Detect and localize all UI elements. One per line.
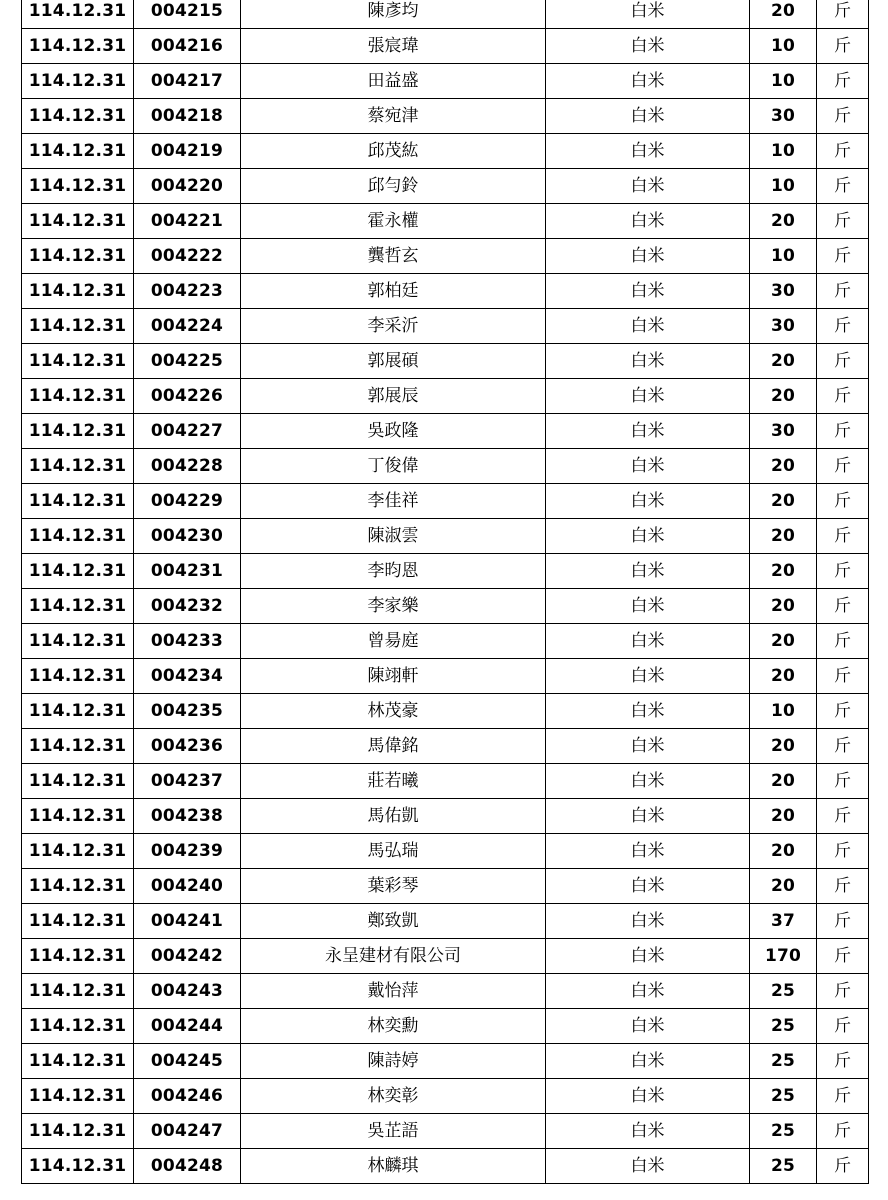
- quantity-cell: 170: [750, 939, 817, 974]
- table-row: [22, 274, 869, 309]
- unit-cell: 斤: [817, 0, 869, 29]
- table-row: [22, 869, 869, 904]
- donation-ledger-page: [21, 0, 868, 1184]
- date-cell: 114.12.31: [22, 309, 134, 344]
- date-cell: 114.12.31: [22, 519, 134, 554]
- item-cell: 白米: [546, 834, 750, 869]
- table-row: [22, 484, 869, 519]
- table-row: [22, 64, 869, 99]
- quantity-cell: 30: [750, 414, 817, 449]
- table-row: [22, 414, 869, 449]
- receipt-number-cell: 004233: [134, 624, 241, 659]
- donor-name-cell: 邱勻鈴: [241, 169, 546, 204]
- unit-cell: 斤: [817, 274, 869, 309]
- unit-cell: 斤: [817, 939, 869, 974]
- receipt-number-cell: 004226: [134, 379, 241, 414]
- receipt-number-cell: 004216: [134, 29, 241, 64]
- receipt-number-cell: 004237: [134, 764, 241, 799]
- donor-name-cell: 郭展碩: [241, 344, 546, 379]
- table-row: [22, 904, 869, 939]
- unit-cell: 斤: [817, 624, 869, 659]
- date-cell: 114.12.31: [22, 344, 134, 379]
- date-cell: 114.12.31: [22, 904, 134, 939]
- unit-cell: 斤: [817, 834, 869, 869]
- date-cell: 114.12.31: [22, 939, 134, 974]
- donor-name-cell: 莊若曦: [241, 764, 546, 799]
- date-cell: 114.12.31: [22, 1149, 134, 1184]
- unit-cell: 斤: [817, 29, 869, 64]
- quantity-cell: 25: [750, 1009, 817, 1044]
- date-cell: 114.12.31: [22, 554, 134, 589]
- receipt-number-cell: 004231: [134, 554, 241, 589]
- donor-name-cell: 李家樂: [241, 589, 546, 624]
- donor-name-cell: 蔡宛津: [241, 99, 546, 134]
- donor-name-cell: 邱茂紘: [241, 134, 546, 169]
- unit-cell: 斤: [817, 694, 869, 729]
- date-cell: 114.12.31: [22, 64, 134, 99]
- donor-name-cell: 李采沂: [241, 309, 546, 344]
- date-cell: 114.12.31: [22, 764, 134, 799]
- item-cell: 白米: [546, 204, 750, 239]
- table-row: [22, 134, 869, 169]
- receipt-number-cell: 004244: [134, 1009, 241, 1044]
- item-cell: 白米: [546, 239, 750, 274]
- item-cell: 白米: [546, 309, 750, 344]
- quantity-cell: 30: [750, 309, 817, 344]
- receipt-number-cell: 004240: [134, 869, 241, 904]
- quantity-cell: 20: [750, 484, 817, 519]
- table-row: [22, 449, 869, 484]
- table-row: [22, 589, 869, 624]
- receipt-number-cell: 004219: [134, 134, 241, 169]
- item-cell: 白米: [546, 449, 750, 484]
- item-cell: 白米: [546, 764, 750, 799]
- unit-cell: 斤: [817, 764, 869, 799]
- receipt-number-cell: 004217: [134, 64, 241, 99]
- date-cell: 114.12.31: [22, 99, 134, 134]
- unit-cell: 斤: [817, 1114, 869, 1149]
- item-cell: 白米: [546, 799, 750, 834]
- table-row: [22, 29, 869, 64]
- unit-cell: 斤: [817, 519, 869, 554]
- receipt-number-cell: 004230: [134, 519, 241, 554]
- date-cell: 114.12.31: [22, 1079, 134, 1114]
- date-cell: 114.12.31: [22, 589, 134, 624]
- quantity-cell: 25: [750, 1149, 817, 1184]
- date-cell: 114.12.31: [22, 799, 134, 834]
- table-row: [22, 379, 869, 414]
- receipt-number-cell: 004221: [134, 204, 241, 239]
- quantity-cell: 10: [750, 694, 817, 729]
- receipt-number-cell: 004215: [134, 0, 241, 29]
- receipt-number-cell: 004246: [134, 1079, 241, 1114]
- date-cell: 114.12.31: [22, 659, 134, 694]
- receipt-number-cell: 004238: [134, 799, 241, 834]
- unit-cell: 斤: [817, 414, 869, 449]
- unit-cell: 斤: [817, 799, 869, 834]
- unit-cell: 斤: [817, 344, 869, 379]
- donor-name-cell: 陳翊軒: [241, 659, 546, 694]
- item-cell: 白米: [546, 99, 750, 134]
- donation-ledger-table: [21, 0, 869, 1184]
- unit-cell: 斤: [817, 134, 869, 169]
- item-cell: 白米: [546, 274, 750, 309]
- item-cell: 白米: [546, 379, 750, 414]
- date-cell: 114.12.31: [22, 414, 134, 449]
- quantity-cell: 20: [750, 344, 817, 379]
- table-row: [22, 204, 869, 239]
- table-row: [22, 799, 869, 834]
- quantity-cell: 25: [750, 974, 817, 1009]
- receipt-number-cell: 004228: [134, 449, 241, 484]
- receipt-number-cell: 004223: [134, 274, 241, 309]
- quantity-cell: 30: [750, 99, 817, 134]
- receipt-number-cell: 004232: [134, 589, 241, 624]
- date-cell: 114.12.31: [22, 624, 134, 659]
- table-row: [22, 239, 869, 274]
- table-row: [22, 659, 869, 694]
- quantity-cell: 20: [750, 449, 817, 484]
- unit-cell: 斤: [817, 974, 869, 1009]
- ledger-body: [22, 0, 869, 1184]
- receipt-number-cell: 004224: [134, 309, 241, 344]
- receipt-number-cell: 004245: [134, 1044, 241, 1079]
- quantity-cell: 20: [750, 869, 817, 904]
- unit-cell: 斤: [817, 1009, 869, 1044]
- item-cell: 白米: [546, 659, 750, 694]
- item-cell: 白米: [546, 694, 750, 729]
- donor-name-cell: 吳政隆: [241, 414, 546, 449]
- unit-cell: 斤: [817, 99, 869, 134]
- date-cell: 114.12.31: [22, 379, 134, 414]
- date-cell: 114.12.31: [22, 0, 134, 29]
- table-row: [22, 834, 869, 869]
- table-row: [22, 974, 869, 1009]
- date-cell: 114.12.31: [22, 1009, 134, 1044]
- item-cell: 白米: [546, 169, 750, 204]
- donor-name-cell: 李昀恩: [241, 554, 546, 589]
- unit-cell: 斤: [817, 729, 869, 764]
- unit-cell: 斤: [817, 904, 869, 939]
- date-cell: 114.12.31: [22, 1114, 134, 1149]
- donor-name-cell: 田益盛: [241, 64, 546, 99]
- donor-name-cell: 馬偉銘: [241, 729, 546, 764]
- donor-name-cell: 鄭致凱: [241, 904, 546, 939]
- unit-cell: 斤: [817, 589, 869, 624]
- item-cell: 白米: [546, 1114, 750, 1149]
- receipt-number-cell: 004239: [134, 834, 241, 869]
- donor-name-cell: 戴怡萍: [241, 974, 546, 1009]
- table-row: [22, 1009, 869, 1044]
- quantity-cell: 20: [750, 0, 817, 29]
- item-cell: 白米: [546, 939, 750, 974]
- date-cell: 114.12.31: [22, 204, 134, 239]
- quantity-cell: 20: [750, 519, 817, 554]
- donor-name-cell: 郭展辰: [241, 379, 546, 414]
- donor-name-cell: 陳淑雲: [241, 519, 546, 554]
- item-cell: 白米: [546, 344, 750, 379]
- item-cell: 白米: [546, 519, 750, 554]
- quantity-cell: 20: [750, 729, 817, 764]
- table-row: [22, 344, 869, 379]
- unit-cell: 斤: [817, 1079, 869, 1114]
- table-row: [22, 729, 869, 764]
- date-cell: 114.12.31: [22, 274, 134, 309]
- date-cell: 114.12.31: [22, 1044, 134, 1079]
- item-cell: 白米: [546, 554, 750, 589]
- unit-cell: 斤: [817, 659, 869, 694]
- quantity-cell: 25: [750, 1079, 817, 1114]
- table-row: [22, 519, 869, 554]
- item-cell: 白米: [546, 904, 750, 939]
- table-row: [22, 939, 869, 974]
- unit-cell: 斤: [817, 554, 869, 589]
- receipt-number-cell: 004242: [134, 939, 241, 974]
- quantity-cell: 10: [750, 64, 817, 99]
- quantity-cell: 20: [750, 834, 817, 869]
- unit-cell: 斤: [817, 484, 869, 519]
- receipt-number-cell: 004225: [134, 344, 241, 379]
- table-row: [22, 554, 869, 589]
- receipt-number-cell: 004236: [134, 729, 241, 764]
- unit-cell: 斤: [817, 869, 869, 904]
- table-row: [22, 1114, 869, 1149]
- quantity-cell: 25: [750, 1114, 817, 1149]
- donor-name-cell: 林麟琪: [241, 1149, 546, 1184]
- date-cell: 114.12.31: [22, 869, 134, 904]
- unit-cell: 斤: [817, 1149, 869, 1184]
- table-row: [22, 1079, 869, 1114]
- donor-name-cell: 陳彥均: [241, 0, 546, 29]
- table-row: [22, 0, 869, 29]
- item-cell: 白米: [546, 414, 750, 449]
- receipt-number-cell: 004227: [134, 414, 241, 449]
- quantity-cell: 20: [750, 379, 817, 414]
- receipt-number-cell: 004247: [134, 1114, 241, 1149]
- quantity-cell: 20: [750, 589, 817, 624]
- unit-cell: 斤: [817, 64, 869, 99]
- quantity-cell: 20: [750, 659, 817, 694]
- table-row: [22, 99, 869, 134]
- donor-name-cell: 郭柏廷: [241, 274, 546, 309]
- date-cell: 114.12.31: [22, 29, 134, 64]
- donor-name-cell: 馬弘瑞: [241, 834, 546, 869]
- donor-name-cell: 林茂豪: [241, 694, 546, 729]
- donor-name-cell: 葉彩琴: [241, 869, 546, 904]
- item-cell: 白米: [546, 869, 750, 904]
- unit-cell: 斤: [817, 204, 869, 239]
- donor-name-cell: 李佳祥: [241, 484, 546, 519]
- quantity-cell: 10: [750, 29, 817, 64]
- quantity-cell: 10: [750, 169, 817, 204]
- item-cell: 白米: [546, 729, 750, 764]
- donor-name-cell: 吳芷語: [241, 1114, 546, 1149]
- item-cell: 白米: [546, 624, 750, 659]
- receipt-number-cell: 004218: [134, 99, 241, 134]
- item-cell: 白米: [546, 589, 750, 624]
- unit-cell: 斤: [817, 239, 869, 274]
- donor-name-cell: 永呈建材有限公司: [241, 939, 546, 974]
- quantity-cell: 30: [750, 274, 817, 309]
- item-cell: 白米: [546, 1079, 750, 1114]
- donor-name-cell: 陳詩婷: [241, 1044, 546, 1079]
- receipt-number-cell: 004222: [134, 239, 241, 274]
- item-cell: 白米: [546, 134, 750, 169]
- unit-cell: 斤: [817, 449, 869, 484]
- date-cell: 114.12.31: [22, 974, 134, 1009]
- item-cell: 白米: [546, 1009, 750, 1044]
- item-cell: 白米: [546, 0, 750, 29]
- date-cell: 114.12.31: [22, 449, 134, 484]
- date-cell: 114.12.31: [22, 239, 134, 274]
- receipt-number-cell: 004229: [134, 484, 241, 519]
- donor-name-cell: 馬佑凱: [241, 799, 546, 834]
- item-cell: 白米: [546, 29, 750, 64]
- quantity-cell: 20: [750, 764, 817, 799]
- table-row: [22, 764, 869, 799]
- table-row: [22, 169, 869, 204]
- receipt-number-cell: 004234: [134, 659, 241, 694]
- unit-cell: 斤: [817, 379, 869, 414]
- unit-cell: 斤: [817, 169, 869, 204]
- receipt-number-cell: 004243: [134, 974, 241, 1009]
- quantity-cell: 25: [750, 1044, 817, 1079]
- quantity-cell: 20: [750, 554, 817, 589]
- quantity-cell: 20: [750, 624, 817, 659]
- date-cell: 114.12.31: [22, 694, 134, 729]
- item-cell: 白米: [546, 484, 750, 519]
- receipt-number-cell: 004248: [134, 1149, 241, 1184]
- table-row: [22, 624, 869, 659]
- quantity-cell: 37: [750, 904, 817, 939]
- quantity-cell: 10: [750, 134, 817, 169]
- date-cell: 114.12.31: [22, 729, 134, 764]
- receipt-number-cell: 004235: [134, 694, 241, 729]
- table-row: [22, 694, 869, 729]
- receipt-number-cell: 004241: [134, 904, 241, 939]
- donor-name-cell: 林奕勳: [241, 1009, 546, 1044]
- donor-name-cell: 丁俊偉: [241, 449, 546, 484]
- table-row: [22, 1149, 869, 1184]
- donor-name-cell: 曾昜庭: [241, 624, 546, 659]
- unit-cell: 斤: [817, 309, 869, 344]
- date-cell: 114.12.31: [22, 834, 134, 869]
- date-cell: 114.12.31: [22, 134, 134, 169]
- item-cell: 白米: [546, 64, 750, 99]
- donor-name-cell: 林奕彰: [241, 1079, 546, 1114]
- unit-cell: 斤: [817, 1044, 869, 1079]
- receipt-number-cell: 004220: [134, 169, 241, 204]
- quantity-cell: 20: [750, 204, 817, 239]
- table-row: [22, 309, 869, 344]
- item-cell: 白米: [546, 1149, 750, 1184]
- donor-name-cell: 張宸瑋: [241, 29, 546, 64]
- item-cell: 白米: [546, 1044, 750, 1079]
- quantity-cell: 20: [750, 799, 817, 834]
- table-row: [22, 1044, 869, 1079]
- date-cell: 114.12.31: [22, 484, 134, 519]
- date-cell: 114.12.31: [22, 169, 134, 204]
- item-cell: 白米: [546, 974, 750, 1009]
- donor-name-cell: 霍永權: [241, 204, 546, 239]
- donor-name-cell: 龔哲玄: [241, 239, 546, 274]
- quantity-cell: 10: [750, 239, 817, 274]
